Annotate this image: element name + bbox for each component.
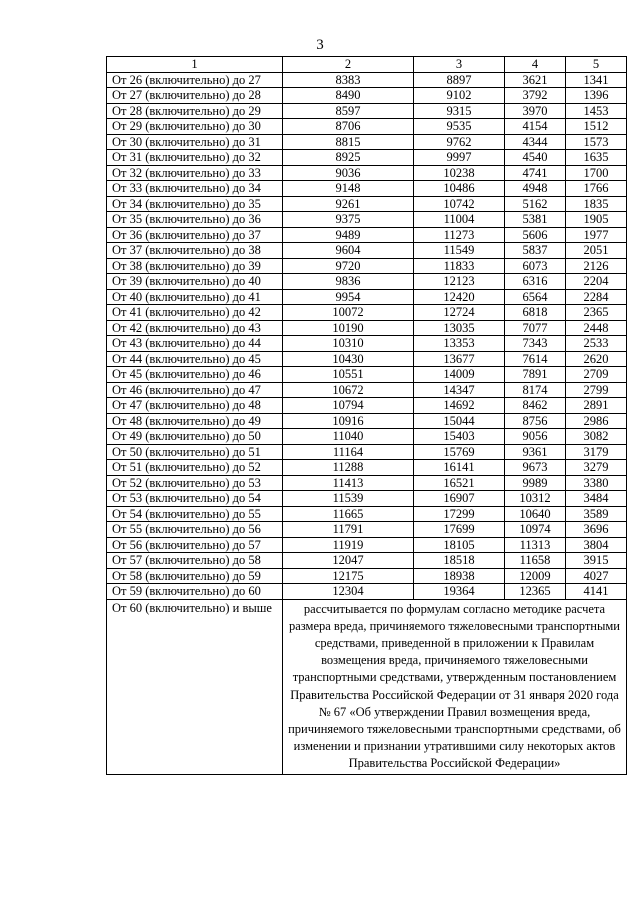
row-value-col-3: 17299 [414, 506, 505, 522]
row-value-col-5: 2709 [566, 367, 627, 383]
row-value-col-4: 4344 [505, 134, 566, 150]
row-label: От 26 (включительно) до 27 [107, 72, 283, 88]
row-label: От 39 (включительно) до 40 [107, 274, 283, 290]
row-value-col-4: 4741 [505, 165, 566, 181]
row-value-col-5: 1512 [566, 119, 627, 135]
row-value-col-5: 3696 [566, 522, 627, 538]
table-row [107, 444, 627, 460]
row-value-col-2: 11040 [283, 429, 414, 445]
row-value-col-4: 4948 [505, 181, 566, 197]
row-value-col-2: 9375 [283, 212, 414, 228]
row-value-col-2: 11919 [283, 537, 414, 553]
row-value-col-3: 8897 [414, 72, 505, 88]
row-value-col-4: 9989 [505, 475, 566, 491]
row-label: От 32 (включительно) до 33 [107, 165, 283, 181]
row-value-col-3: 15403 [414, 429, 505, 445]
row-value-col-3: 9102 [414, 88, 505, 104]
row-value-col-5: 1453 [566, 103, 627, 119]
row-value-col-2: 9036 [283, 165, 414, 181]
row-value-col-2: 10430 [283, 351, 414, 367]
row-value-col-5: 2620 [566, 351, 627, 367]
row-value-col-3: 9315 [414, 103, 505, 119]
row-value-col-3: 16141 [414, 460, 505, 476]
row-label: От 36 (включительно) до 37 [107, 227, 283, 243]
row-value-col-3: 11273 [414, 227, 505, 243]
row-value-col-2: 11539 [283, 491, 414, 507]
row-value-col-5: 1341 [566, 72, 627, 88]
row-value-col-4: 3792 [505, 88, 566, 104]
row-value-col-2: 9836 [283, 274, 414, 290]
header-col-4: 4 [505, 57, 566, 73]
table-row [107, 491, 627, 507]
table-row [107, 212, 627, 228]
row-value-col-3: 14692 [414, 398, 505, 414]
row-value-col-5: 3279 [566, 460, 627, 476]
row-value-col-5: 3082 [566, 429, 627, 445]
row-value-col-3: 15769 [414, 444, 505, 460]
row-value-col-3: 17699 [414, 522, 505, 538]
row-value-col-3: 9997 [414, 150, 505, 166]
row-label: От 35 (включительно) до 36 [107, 212, 283, 228]
row-value-col-5: 2051 [566, 243, 627, 259]
row-label: От 34 (включительно) до 35 [107, 196, 283, 212]
table-row [107, 522, 627, 538]
table-row [107, 165, 627, 181]
row-label: От 30 (включительно) до 31 [107, 134, 283, 150]
row-value-col-4: 8756 [505, 413, 566, 429]
table-row [107, 134, 627, 150]
table-row [107, 274, 627, 290]
row-value-col-2: 8925 [283, 150, 414, 166]
row-value-col-5: 1977 [566, 227, 627, 243]
row-value-col-3: 11833 [414, 258, 505, 274]
table-row [107, 429, 627, 445]
row-value-col-2: 12047 [283, 553, 414, 569]
row-value-col-3: 10486 [414, 181, 505, 197]
row-value-col-5: 2448 [566, 320, 627, 336]
row-value-col-4: 5381 [505, 212, 566, 228]
table-row [107, 227, 627, 243]
row-value-col-4: 6316 [505, 274, 566, 290]
table-row [107, 103, 627, 119]
row-value-col-3: 16907 [414, 491, 505, 507]
row-value-col-2: 8597 [283, 103, 414, 119]
row-value-col-3: 13353 [414, 336, 505, 352]
row-value-col-2: 9604 [283, 243, 414, 259]
row-label: От 27 (включительно) до 28 [107, 88, 283, 104]
row-value-col-2: 8490 [283, 88, 414, 104]
row-value-col-5: 2891 [566, 398, 627, 414]
row-label: От 29 (включительно) до 30 [107, 119, 283, 135]
row-value-col-3: 14347 [414, 382, 505, 398]
row-value-col-5: 4141 [566, 584, 627, 600]
row-value-col-5: 1835 [566, 196, 627, 212]
damage-rate-table [106, 56, 627, 775]
page-number: 3 [316, 37, 324, 53]
row-label: От 47 (включительно) до 48 [107, 398, 283, 414]
row-value-col-3: 12420 [414, 289, 505, 305]
row-label: От 53 (включительно) до 54 [107, 491, 283, 507]
table-row [107, 258, 627, 274]
row-value-col-2: 9720 [283, 258, 414, 274]
row-value-col-3: 18105 [414, 537, 505, 553]
row-value-col-2: 8815 [283, 134, 414, 150]
row-label: От 45 (включительно) до 46 [107, 367, 283, 383]
row-value-col-2: 10672 [283, 382, 414, 398]
row-value-col-4: 11313 [505, 537, 566, 553]
row-value-col-3: 16521 [414, 475, 505, 491]
row-value-col-2: 10190 [283, 320, 414, 336]
header-col-3: 3 [414, 57, 505, 73]
table-row [107, 398, 627, 414]
row-value-col-4: 5606 [505, 227, 566, 243]
row-value-col-3: 13677 [414, 351, 505, 367]
row-value-col-5: 1905 [566, 212, 627, 228]
row-value-col-2: 10551 [283, 367, 414, 383]
row-value-col-2: 12175 [283, 568, 414, 584]
row-value-col-3: 13035 [414, 320, 505, 336]
table-row [107, 553, 627, 569]
table-row-last [107, 599, 627, 774]
row-value-col-5: 1396 [566, 88, 627, 104]
row-value-col-2: 11791 [283, 522, 414, 538]
table-row [107, 181, 627, 197]
row-value-col-4: 9361 [505, 444, 566, 460]
row-value-col-4: 3970 [505, 103, 566, 119]
row-value-col-5: 2365 [566, 305, 627, 321]
row-value-col-4: 7077 [505, 320, 566, 336]
row-label: От 46 (включительно) до 47 [107, 382, 283, 398]
row-label: От 55 (включительно) до 56 [107, 522, 283, 538]
table-row [107, 196, 627, 212]
table-row [107, 289, 627, 305]
table-row [107, 351, 627, 367]
row-label: От 41 (включительно) до 42 [107, 305, 283, 321]
row-value-col-5: 1700 [566, 165, 627, 181]
row-label: От 33 (включительно) до 34 [107, 181, 283, 197]
row-value-col-4: 3621 [505, 72, 566, 88]
row-value-col-2: 9489 [283, 227, 414, 243]
table-row [107, 367, 627, 383]
row-value-col-4: 10974 [505, 522, 566, 538]
row-value-col-2: 10072 [283, 305, 414, 321]
row-value-col-5: 1573 [566, 134, 627, 150]
row-value-col-4: 8462 [505, 398, 566, 414]
row-value-col-2: 10310 [283, 336, 414, 352]
row-value-col-3: 18938 [414, 568, 505, 584]
header-col-1: 1 [107, 57, 283, 73]
header-col-2: 2 [283, 57, 414, 73]
row-value-col-4: 4540 [505, 150, 566, 166]
row-value-col-3: 14009 [414, 367, 505, 383]
row-label: От 40 (включительно) до 41 [107, 289, 283, 305]
row-label: От 31 (включительно) до 32 [107, 150, 283, 166]
row-value-col-3: 15044 [414, 413, 505, 429]
row-value-col-3: 10742 [414, 196, 505, 212]
row-value-col-4: 4154 [505, 119, 566, 135]
table-row [107, 475, 627, 491]
table-row [107, 336, 627, 352]
table-header-row [107, 57, 627, 73]
row-value-col-2: 11164 [283, 444, 414, 460]
table-row [107, 568, 627, 584]
last-row-note: рассчитывается по формулам согласно методике расчета размера вреда, причиняемого тяжеловесными транспортными средствами, приведенной в приложении к Правилам возмещения вреда, причиняемого тяжеловесными транспортными средствами, утвержденным постановлением Правительства Российской Федерации от 31 января 2020 года № 67 «Об утверждении Правил возмещения вреда, причиняемого тяжеловесными транспортными средствами, об изменении и признании утратившими силу некоторых актов Правительства Российской Федерации» [283, 599, 627, 774]
row-value-col-4: 12009 [505, 568, 566, 584]
row-value-col-3: 11549 [414, 243, 505, 259]
row-value-col-5: 3380 [566, 475, 627, 491]
row-label: От 37 (включительно) до 38 [107, 243, 283, 259]
table-row [107, 150, 627, 166]
row-value-col-5: 3179 [566, 444, 627, 460]
row-label: От 43 (включительно) до 44 [107, 336, 283, 352]
row-value-col-5: 2126 [566, 258, 627, 274]
row-value-col-4: 5837 [505, 243, 566, 259]
table-row [107, 506, 627, 522]
row-value-col-3: 12123 [414, 274, 505, 290]
row-value-col-4: 6564 [505, 289, 566, 305]
row-label: От 59 (включительно) до 60 [107, 584, 283, 600]
table-row [107, 72, 627, 88]
row-value-col-5: 3484 [566, 491, 627, 507]
row-label: От 56 (включительно) до 57 [107, 537, 283, 553]
row-value-col-5: 2986 [566, 413, 627, 429]
row-value-col-4: 6073 [505, 258, 566, 274]
row-value-col-4: 10640 [505, 506, 566, 522]
row-value-col-4: 6818 [505, 305, 566, 321]
row-value-col-4: 9056 [505, 429, 566, 445]
row-value-col-2: 9148 [283, 181, 414, 197]
table-row [107, 305, 627, 321]
row-value-col-4: 10312 [505, 491, 566, 507]
row-value-col-4: 11658 [505, 553, 566, 569]
row-label: От 44 (включительно) до 45 [107, 351, 283, 367]
row-value-col-3: 19364 [414, 584, 505, 600]
table-row [107, 88, 627, 104]
row-label: От 52 (включительно) до 53 [107, 475, 283, 491]
table-row [107, 382, 627, 398]
row-label: От 50 (включительно) до 51 [107, 444, 283, 460]
table-row [107, 460, 627, 476]
row-value-col-4: 9673 [505, 460, 566, 476]
row-value-col-3: 11004 [414, 212, 505, 228]
row-label: От 54 (включительно) до 55 [107, 506, 283, 522]
row-value-col-2: 10794 [283, 398, 414, 414]
row-label: От 49 (включительно) до 50 [107, 429, 283, 445]
row-value-col-2: 9261 [283, 196, 414, 212]
row-value-col-2: 8706 [283, 119, 414, 135]
row-value-col-5: 2204 [566, 274, 627, 290]
row-value-col-3: 12724 [414, 305, 505, 321]
row-label: От 42 (включительно) до 43 [107, 320, 283, 336]
row-value-col-3: 18518 [414, 553, 505, 569]
row-label: От 58 (включительно) до 59 [107, 568, 283, 584]
row-value-col-2: 11413 [283, 475, 414, 491]
row-value-col-3: 9762 [414, 134, 505, 150]
row-value-col-4: 7891 [505, 367, 566, 383]
row-value-col-5: 2799 [566, 382, 627, 398]
row-label: От 38 (включительно) до 39 [107, 258, 283, 274]
row-value-col-5: 1635 [566, 150, 627, 166]
row-value-col-5: 2284 [566, 289, 627, 305]
table-row [107, 413, 627, 429]
row-value-col-5: 4027 [566, 568, 627, 584]
last-row-label: От 60 (включительно) и выше [107, 599, 283, 774]
row-value-col-3: 10238 [414, 165, 505, 181]
row-value-col-5: 3804 [566, 537, 627, 553]
row-value-col-5: 3589 [566, 506, 627, 522]
row-value-col-4: 12365 [505, 584, 566, 600]
row-label: От 57 (включительно) до 58 [107, 553, 283, 569]
row-value-col-2: 8383 [283, 72, 414, 88]
row-value-col-4: 5162 [505, 196, 566, 212]
table-row [107, 584, 627, 600]
row-value-col-2: 11665 [283, 506, 414, 522]
row-value-col-3: 9535 [414, 119, 505, 135]
header-col-5: 5 [566, 57, 627, 73]
row-value-col-4: 7614 [505, 351, 566, 367]
row-label: От 28 (включительно) до 29 [107, 103, 283, 119]
table-row [107, 119, 627, 135]
row-value-col-2: 10916 [283, 413, 414, 429]
row-value-col-4: 8174 [505, 382, 566, 398]
table-row [107, 537, 627, 553]
row-value-col-2: 12304 [283, 584, 414, 600]
row-label: От 48 (включительно) до 49 [107, 413, 283, 429]
row-value-col-5: 3915 [566, 553, 627, 569]
row-value-col-2: 11288 [283, 460, 414, 476]
table-row [107, 320, 627, 336]
row-value-col-2: 9954 [283, 289, 414, 305]
row-value-col-5: 2533 [566, 336, 627, 352]
table-row [107, 243, 627, 259]
row-value-col-4: 7343 [505, 336, 566, 352]
row-label: От 51 (включительно) до 52 [107, 460, 283, 476]
row-value-col-5: 1766 [566, 181, 627, 197]
